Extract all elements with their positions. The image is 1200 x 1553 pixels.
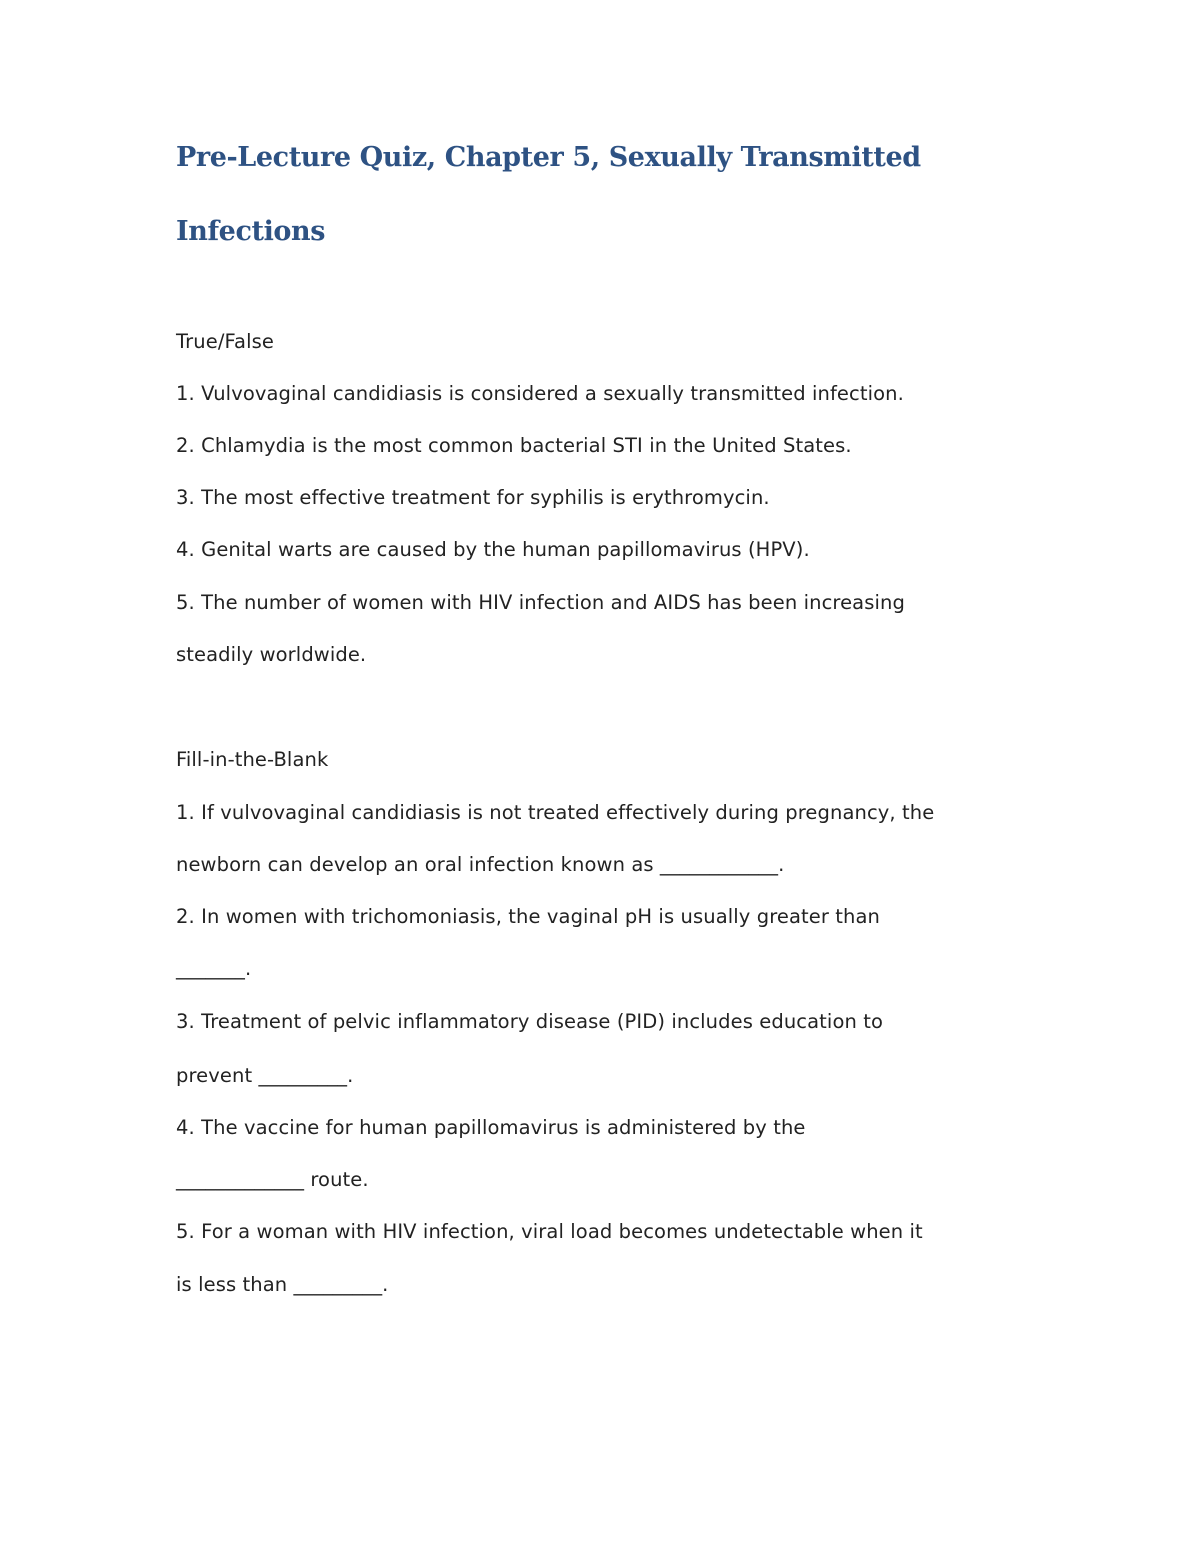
fill-in-blank-question-2-line-2: _______. xyxy=(176,957,252,980)
true-false-question-4: 4. Genital warts are caused by the human papillomavirus (HPV). xyxy=(176,538,810,561)
true-false-question-1: 1. Vulvovaginal candidiasis is considered a sexually transmitted infection. xyxy=(176,382,904,405)
true-false-question-3: 3. The most effective treatment for syphilis is erythromycin. xyxy=(176,486,770,509)
fill-in-blank-question-3-line-2: prevent _________. xyxy=(176,1064,354,1087)
true-false-question-5-line-2: steadily worldwide. xyxy=(176,643,367,666)
true-false-heading: True/False xyxy=(176,330,274,353)
fill-in-blank-question-1-line-2: newborn can develop an oral infection known as ____________. xyxy=(176,853,785,876)
document-title-line-1: Pre-Lecture Quiz, Chapter 5, Sexually Transmitted xyxy=(176,142,921,173)
fill-in-blank-question-4-line-1: 4. The vaccine for human papillomavirus is administered by the xyxy=(176,1116,806,1139)
document-title-line-2: Infections xyxy=(176,216,326,247)
fill-in-blank-question-4-line-2: _____________ route. xyxy=(176,1168,369,1191)
fill-in-blank-question-1-line-1: 1. If vulvovaginal candidiasis is not treated effectively during pregnancy, the xyxy=(176,801,935,824)
true-false-question-5-line-1: 5. The number of women with HIV infection and AIDS has been increasing xyxy=(176,591,905,614)
fill-in-blank-question-5-line-2: is less than _________. xyxy=(176,1273,389,1296)
true-false-question-2: 2. Chlamydia is the most common bacterial STI in the United States. xyxy=(176,434,852,457)
fill-in-blank-question-3-line-1: 3. Treatment of pelvic inflammatory disease (PID) includes education to xyxy=(176,1010,884,1033)
fill-in-blank-heading: Fill-in-the-Blank xyxy=(176,748,329,771)
fill-in-blank-question-5-line-1: 5. For a woman with HIV infection, viral load becomes undetectable when it xyxy=(176,1220,923,1243)
fill-in-blank-question-2-line-1: 2. In women with trichomoniasis, the vaginal pH is usually greater than xyxy=(176,905,880,928)
